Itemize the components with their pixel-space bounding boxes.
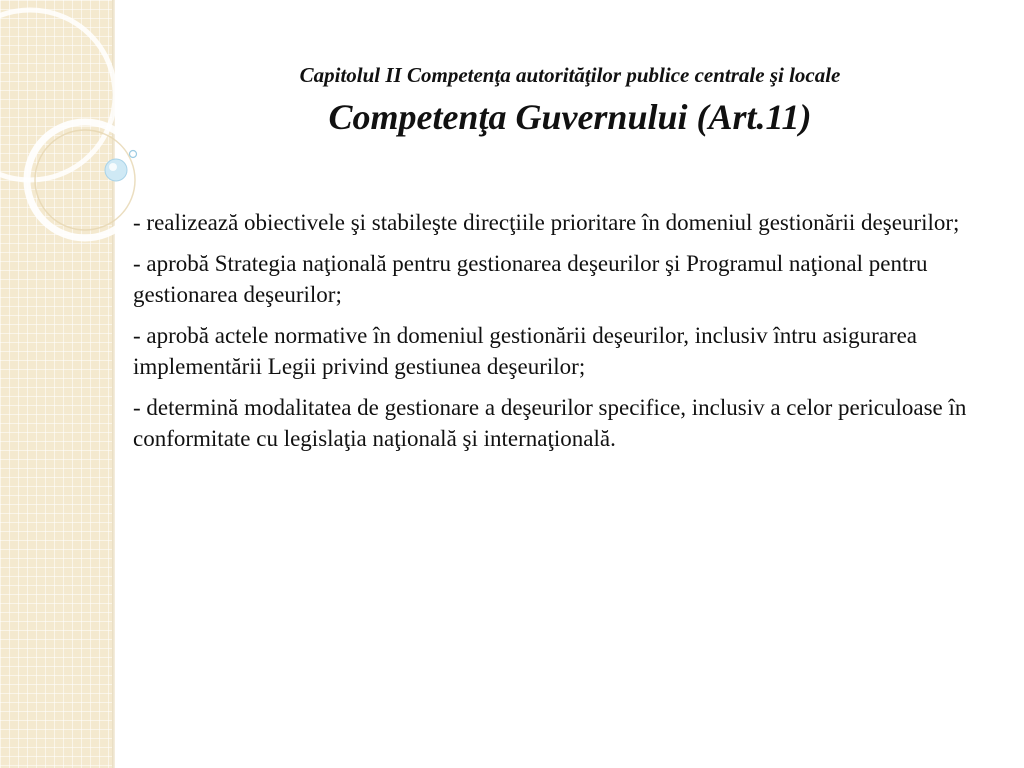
title-block xyxy=(150,60,990,140)
paragraph-1: - realizează obiectivele şi stabileşte direcţiile prioritare în domeniul gestionării deşeurilor; xyxy=(133,210,960,235)
decor-dot-highlight xyxy=(109,163,117,171)
paragraph-4: - determină modalitatea de gestionare a deşeurilor specifice, inclusiv a celor periculoase în conformitate cu legislaţia naţională şi internaţională. xyxy=(133,395,967,451)
paragraph-2: - aprobă Strategia naţională pentru gestionarea deşeurilor şi Programul naţional pentru gestionarea deşeurilor; xyxy=(133,251,928,307)
decor-ring-large xyxy=(0,10,115,180)
decor-dot-large xyxy=(105,159,127,181)
slide-subtitle: Capitolul II Competenţa autorităţilor publice centrale şi locale xyxy=(299,63,841,87)
slide-body xyxy=(133,207,1005,464)
paragraph-3: - aprobă actele normative în domeniul gestionării deşeurilor, inclusiv întru asigurarea implementării Legii privind gestiunea deşeurilor; xyxy=(133,323,918,379)
slide-title: Competenţa Guvernului (Art.11) xyxy=(328,97,812,137)
